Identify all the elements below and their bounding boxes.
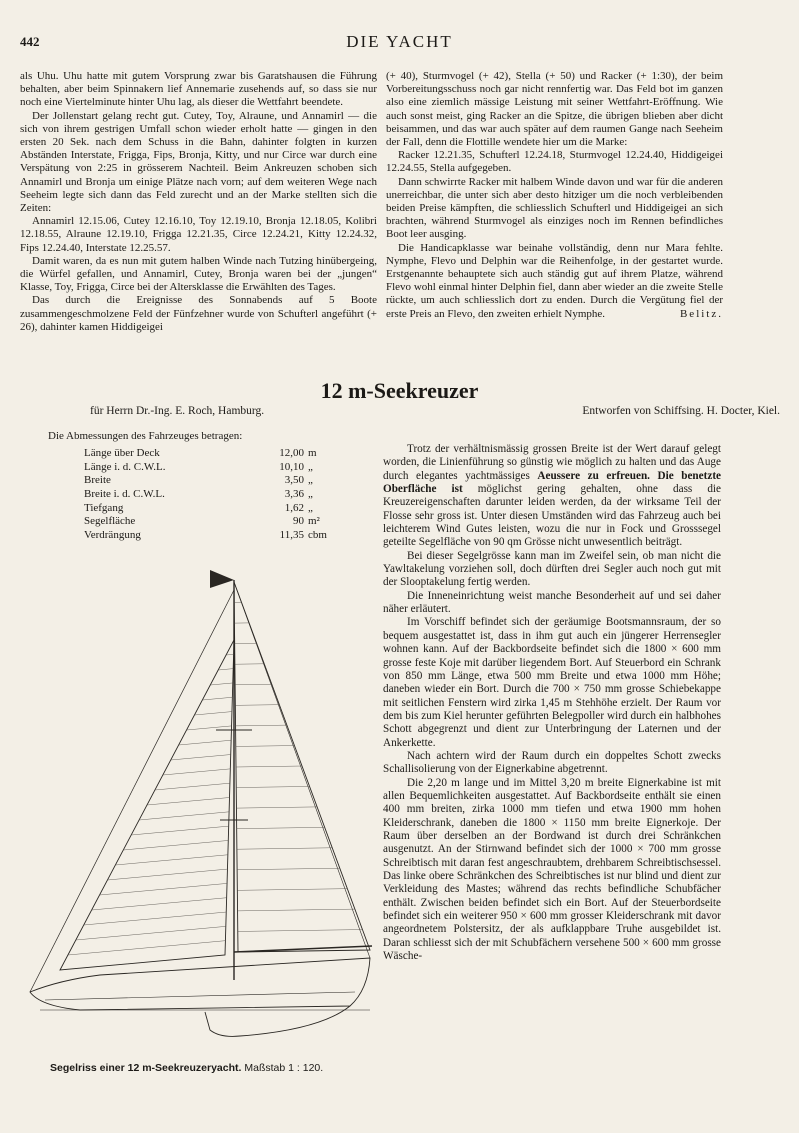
article-body — [383, 443, 721, 963]
figure-caption — [50, 1062, 323, 1074]
article-heading: 12 m-Seekreuzer — [320, 378, 479, 403]
dimension-unit: m — [308, 446, 317, 459]
paragraph: Das durch die Ereignisse des Sonnabends auf 5 Boote zusammengeschmolzene Feld der Fünfzehner wurde von Schufterl angeführt (+ 26), dahinter kamen Hiddigeigei — [20, 294, 377, 333]
paragraph: Die Handicapklasse war beinahe vollständig, denn nur Mara fehlte. Nymphe, Flevo und Delphin war die Reihenfolge, in der gestartet wurde. Erstgenannte behauptete sich auch ständig gut auf ihrem Platze, während Flevo wohl einmal hinter Delphin fiel, dann aber wieder an die zweite Stelle rückte, um auch schliesslich dort zu enden. Durch die Vergütung fiel der erste Preis an Flevo, den zweiten erhielt Nymphe. Belitz. — [386, 241, 723, 320]
page-number: 442 — [20, 34, 40, 49]
mainsail — [234, 582, 370, 952]
dimension-value: 10,10 — [279, 460, 304, 473]
dimension-unit: „ — [308, 501, 313, 514]
dimension-value: 11,35 — [279, 528, 304, 541]
dimension-value: 12,00 — [279, 446, 304, 459]
dimension-label: Tiefgang — [84, 501, 124, 514]
dimension-value: 1,62 — [284, 501, 304, 514]
dimension-row — [84, 460, 327, 474]
paragraph: Trotz der verhältnismässig grossen Breite ist der Wert darauf gelegt worden, die Linienführung so günstig wie möglich zu halten und das Auge durch elegantes yachtmässiges Aeussere zu erfreuen. Die benetzte Oberfläche ist möglichst gering gehalten, ohne dass die Kreuzereigenschaften darunter leiden werden, da der wirksame Teil der Flosse sehr gross ist. Unter diesen Umständen wird das Fahrzeug auch bei leichterem Wind Gutes leisten, wozu die nur in Fock und Grosssegel geteilte Segelfläche von 90 qm Grösse nicht unwesentlich beiträgt. — [383, 443, 722, 549]
top-left-column — [20, 70, 377, 334]
paragraph: Nach achtern wird der Raum durch ein doppeltes Schott zwecks Schallisolierung von der Eignerkabine abgetrennt. — [383, 749, 721, 776]
signature: Belitz. — [679, 307, 723, 320]
sail-plan-drawing — [20, 560, 380, 1050]
pennant — [210, 570, 234, 588]
dimensions-table — [84, 446, 327, 542]
top-right-column — [386, 70, 723, 321]
dimension-unit: m² — [308, 515, 320, 528]
dimensions-heading: Die Abmessungen des Fahrzeuges betragen: — [48, 430, 243, 442]
paragraph: Die Inneneinrichtung weist manche Besonderheit auf und sei daher näher erläutert. — [383, 589, 721, 616]
dimension-row — [84, 514, 327, 528]
hull-outline — [30, 958, 370, 1010]
paragraph: als Uhu. Uhu hatte mit gutem Vorsprung zwar bis Garatshausen die Führung behalten, aber beim Spinnakern lief Annemarie zusehends auf, so dass sie nur noch eine Viertelminute hinter Uhu lag, als dieser die Wettfahrt beendete. — [20, 70, 377, 109]
dimension-label: Länge i. d. C.W.L. — [84, 460, 166, 473]
dimension-value: 3,36 — [284, 487, 304, 500]
dimension-row — [84, 528, 327, 542]
dimension-row — [84, 501, 327, 515]
caption-scale: Maßstab 1 : 120. — [244, 1062, 324, 1074]
caption-title: Segelriss einer 12 m-Seekreuzeryacht. — [50, 1062, 242, 1074]
dimension-label: Segelfläche — [84, 515, 136, 528]
dimension-unit: „ — [308, 487, 313, 500]
dimension-row — [84, 446, 327, 460]
paragraph: Bei dieser Segelgrösse kann man im Zweifel sein, ob man nicht die Yawltakelung vorziehen soll, doch dürften drei Segler auch noch gut mit der Slooptakelung fertig werden. — [383, 549, 721, 589]
article-byline — [30, 405, 799, 417]
dimension-label: Breite — [84, 474, 111, 487]
dimension-value: 90 — [293, 515, 304, 528]
dimension-row — [84, 473, 327, 487]
dimension-unit: „ — [308, 474, 313, 487]
running-title: DIE YACHT — [346, 32, 453, 51]
dimension-label: Verdrängung — [84, 528, 141, 541]
dimension-unit: „ — [308, 460, 313, 473]
dimension-label: Länge über Deck — [84, 446, 160, 459]
dimension-value: 3,50 — [284, 474, 304, 487]
dimension-unit: cbm — [308, 528, 327, 541]
dimension-label: Breite i. d. C.W.L. — [84, 487, 165, 500]
paragraph: Die 2,20 m lange und im Mittel 3,20 m breite Eignerkabine ist mit allen Bequemlichkeiten ausgestattet. Auf Backbordseite enthält sie einen 400 mm breiten, zirka 1000 mm tiefen und etwa 1900 mm hohen Kleiderschrank, daneben die 1800 × 1150 mm breite Eignerkoje. Der Raum über derselben an der Bordwand ist durch drei Schränkchen ausgenutzt. An der Stirnwand befindet sich der 1000 × 700 mm grosse Schreibtisch mit daran fest angeschraubtem, drehbarem Schreibtischsessel. Das linke obere Schränkchen des Schreibtisches ist nur blind und dient zur Verkleidung des Mastes; während das rechts befindliche Schubfächer enthält. Zwischen beiden befindet sich ein Bort. Auf der Steuerbordseite befindet sich ein weiterer 950 × 600 mm grosser Kleiderschrank mit davor angeordnetem Polstersitz, der als aufklappbare Truhe ausgebildet ist. Daran schliesst sich der mit Schubfächern versehene 500 × 600 mm grosse Wäsche- — [383, 776, 721, 963]
paragraph: Dann schwirrte Racker mit halbem Winde davon und war für die anderen unerreichbar, die unter sich aber desto hitziger um die noch verbleibenden beiden Preise kämpften, die schliesslich Schufterl und Hiddigeigei an sich brachten, während Sturmvogel als einziges noch im Rennen befindliches Boot leer ausging. — [386, 175, 723, 241]
paragraph: Im Vorschiff befindet sich der geräumige Bootsmannsraum, der so bequem ausgestattet ist, dass in ihm gut auch ein jüngerer Herrensegler wohnen kann. Auf der Backbordseite befindet sich die 1800 × 600 mm grosse feste Koje mit darüber liegendem Bort. Auf Steuerbord ein Schrank von 850 mm Länge, etwa 500 mm Breite und etwa 1000 mm Höhe; daneben wieder ein Bort. Durch die 700 × 750 mm grosse Schiebekappe mit seitlichen Fenstern wird zirka 1,45 m Stehhöhe erzielt. Der Raum vor dem bis zum Kiel herunter geführten Belegpoller wird durch ein halbhohes Schott abgegrenzt und dient zur Unterbringung der Laternen und der Ankerkette. — [383, 616, 721, 749]
byline-designer: Entworfen von Schiffsing. H. Docter, Kiel. — [582, 405, 780, 417]
paragraph: (+ 40), Sturmvogel (+ 42), Stella (+ 50) und Racker (+ 1:30), der beim Vorbereitungsschuss noch gar nicht rennfertig war. Das Feld bot im ganzen also eine ziemlich mässige Leistung mit seiner Wettfahrt-Eröffnung. Wie auch sonst meist, ging Racker an die Spitze, die übrigen blieben aber dicht beisammen, und das war auch später auf dem raumen Gange nach Seeheim der Fall, denn die Flottille wendete hier um die Marke: — [386, 70, 723, 149]
paragraph: Der Jollenstart gelang recht gut. Cutey, Toy, Alraune, und Annamirl — die sich von ihrem gestrigen Umfall schon wieder erholt hatte — gingen in den ersten 20 Sek. nach dem Schuss in die Bahn, dahinter folgten in kurzen Abständen Interstate, Frigga, Fips, Bronja, Kitty, und nur Circe war durch eine Verspätung von 2:25 in grösserem Nachteil. Beim Ankreuzen schoben sich Annamirl und Bronja um einige Plätze nach vorn; auf dem weiteren Wege nach Seeheim legte sich dann das Feld zurecht und an der Marke stellten sich die Zeiten: — [20, 109, 377, 215]
dimension-row — [84, 487, 327, 501]
paragraph: Racker 12.21.35, Schufterl 12.24.18, Sturmvogel 12.24.40, Hiddigeigei 12.24.55, Stella aufgegeben. — [386, 149, 723, 175]
paragraph: Annamirl 12.15.06, Cutey 12.16.10, Toy 12.19.10, Bronja 12.18.05, Kolibri 12.18.55, Alraune 12.19.10, Frigga 12.21.35, Circe 12.24.21, Kitty 12.24.32, Fips 12.24.40, Interstate 12.25.57. — [20, 215, 377, 254]
paragraph: Damit waren, da es nun mit gutem halben Winde nach Tutzing hinübergeing, die Würfel gefallen, und Annamirl, Cutey, Bronja waren bei der „jungen“ Klasse, Toy, Frigga, Circe bei der Altersklasse die Erwählten des Tages. — [20, 254, 377, 294]
byline-owner: für Herrn Dr.-Ing. E. Roch, Hamburg. — [90, 405, 265, 417]
